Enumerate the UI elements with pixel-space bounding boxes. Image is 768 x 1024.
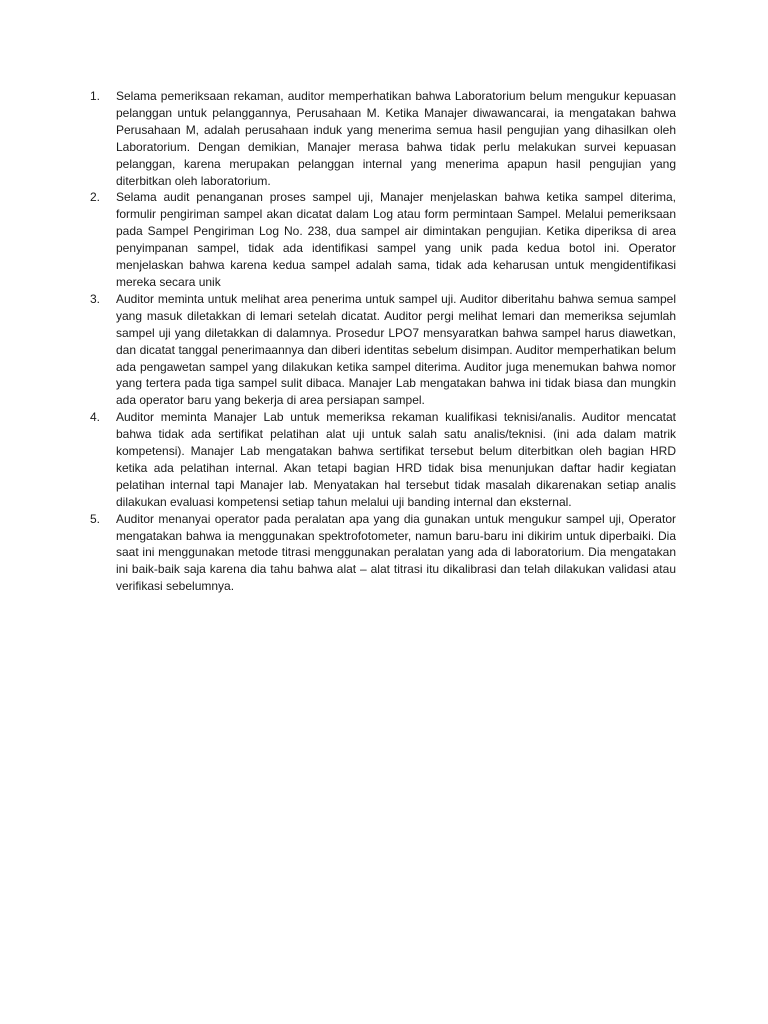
finding-number: 5. (90, 511, 101, 526)
audit-findings-list (90, 88, 676, 595)
finding-item-3 (90, 291, 676, 409)
finding-number: 1. (90, 89, 101, 103)
finding-item-2 (90, 189, 676, 290)
finding-text: Selama pemeriksaan rekaman, auditor memperhatikan bahwa Laboratorium belum mengukur kepuasan pelanggan untuk pelanggannya, Perusahaan M. Ketika Manajer diwawancarai, ia mengatakan bahwa Perusahaan M, adalah perusahaan induk yang menerima semua hasil pengujian yang dihasilkan oleh Laboratorium. Dengan demikian, Manajer merasa bahwa tidak perlu melakukan survei kepuasan pelanggan, karena merupakan pelanggan internal yang menerima apapun hasil pengujian yang diterbitkan oleh laboratorium. (116, 89, 676, 188)
finding-item-5 (90, 511, 676, 596)
finding-item-1 (90, 88, 676, 189)
finding-number: 4. (90, 410, 101, 425)
finding-number: 3. (90, 291, 101, 306)
finding-text: Auditor meminta untuk melihat area penerima untuk sampel uji. Auditor diberitahu bahwa semua sampel yang masuk diletakkan di lemari setelah dicatat. Auditor pergi melihat lemari dan memeriksa sejumlah sampel uji yang diletakkan di dalamnya. Prosedur LPO7 mensyaratkan bahwa sampel harus diawetkan, dan dicatat tanggal penerimaannya dan diberi identitas sebelum disimpan. Auditor memperhatikan belum ada pengawetan sampel yang dilakukan ketika sampel diterima. Auditor juga menemukan bahwa nomor yang tertera pada tiga sampel sulit dibaca. Manajer Lab mengatakan bahwa ini tidak biasa dan mungkin ada operator baru yang bekerja di area persiapan sampel. (116, 291, 676, 408)
finding-text: Auditor menanyai operator pada peralatan apa yang dia gunakan untuk mengukur sampel uji, Operator mengatakan bahwa ia menggunakan spektrofotometer, namun baru-baru ini dikirim untuk diperbaiki. Dia saat ini menggunakan metode titrasi menggunakan peralatan yang ada di laboratorium. Dia mengatakan ini baik-baik saja karena dia tahu bahwa alat – alat titrasi itu dikalibrasi dan telah dilakukan validasi atau verifikasi sebelumnya. (116, 511, 676, 594)
finding-text: Auditor meminta Manajer Lab untuk memeriksa rekaman kualifikasi teknisi/analis. Auditor mencatat bahwa tidak ada sertifikat pelatihan alat uji untuk salah satu analis/teknisi. (ini ada dalam matrik kompetensi). Manajer Lab mengatakan bahwa sertifikat tersebut belum diterbitkan oleh bagian HRD ketika ada pelatihan internal. Akan tetapi bagian HRD tidak bisa menunjukan daftar hadir kegiatan pelatihan internal tapi Manajer lab. Menyatakan hal tersebut tidak masalah dikarenakan setiap analis dilakukan evaluasi kompetensi setiap tahun melalui uji banding internal dan eksternal. (116, 410, 676, 509)
finding-item-4 (90, 409, 676, 510)
finding-text: Selama audit penanganan proses sampel uji, Manajer menjelaskan bahwa ketika sampel diterima, formulir pengiriman sampel akan dicatat dalam Log atau form permintaan Sampel. Melalui pemeriksaan pada Sampel Pengiriman Log No. 238, dua sampel air dimintakan pengujian. Ketika diperiksa di area penyimpanan sampel, tidak ada identifikasi sampel yang unik pada kedua botol ini. Operator menjelaskan bahwa karena kedua sampel adalah sama, tidak ada keharusan untuk mengidentifikasi mereka secara unik (116, 190, 676, 289)
finding-number: 2. (90, 190, 101, 205)
